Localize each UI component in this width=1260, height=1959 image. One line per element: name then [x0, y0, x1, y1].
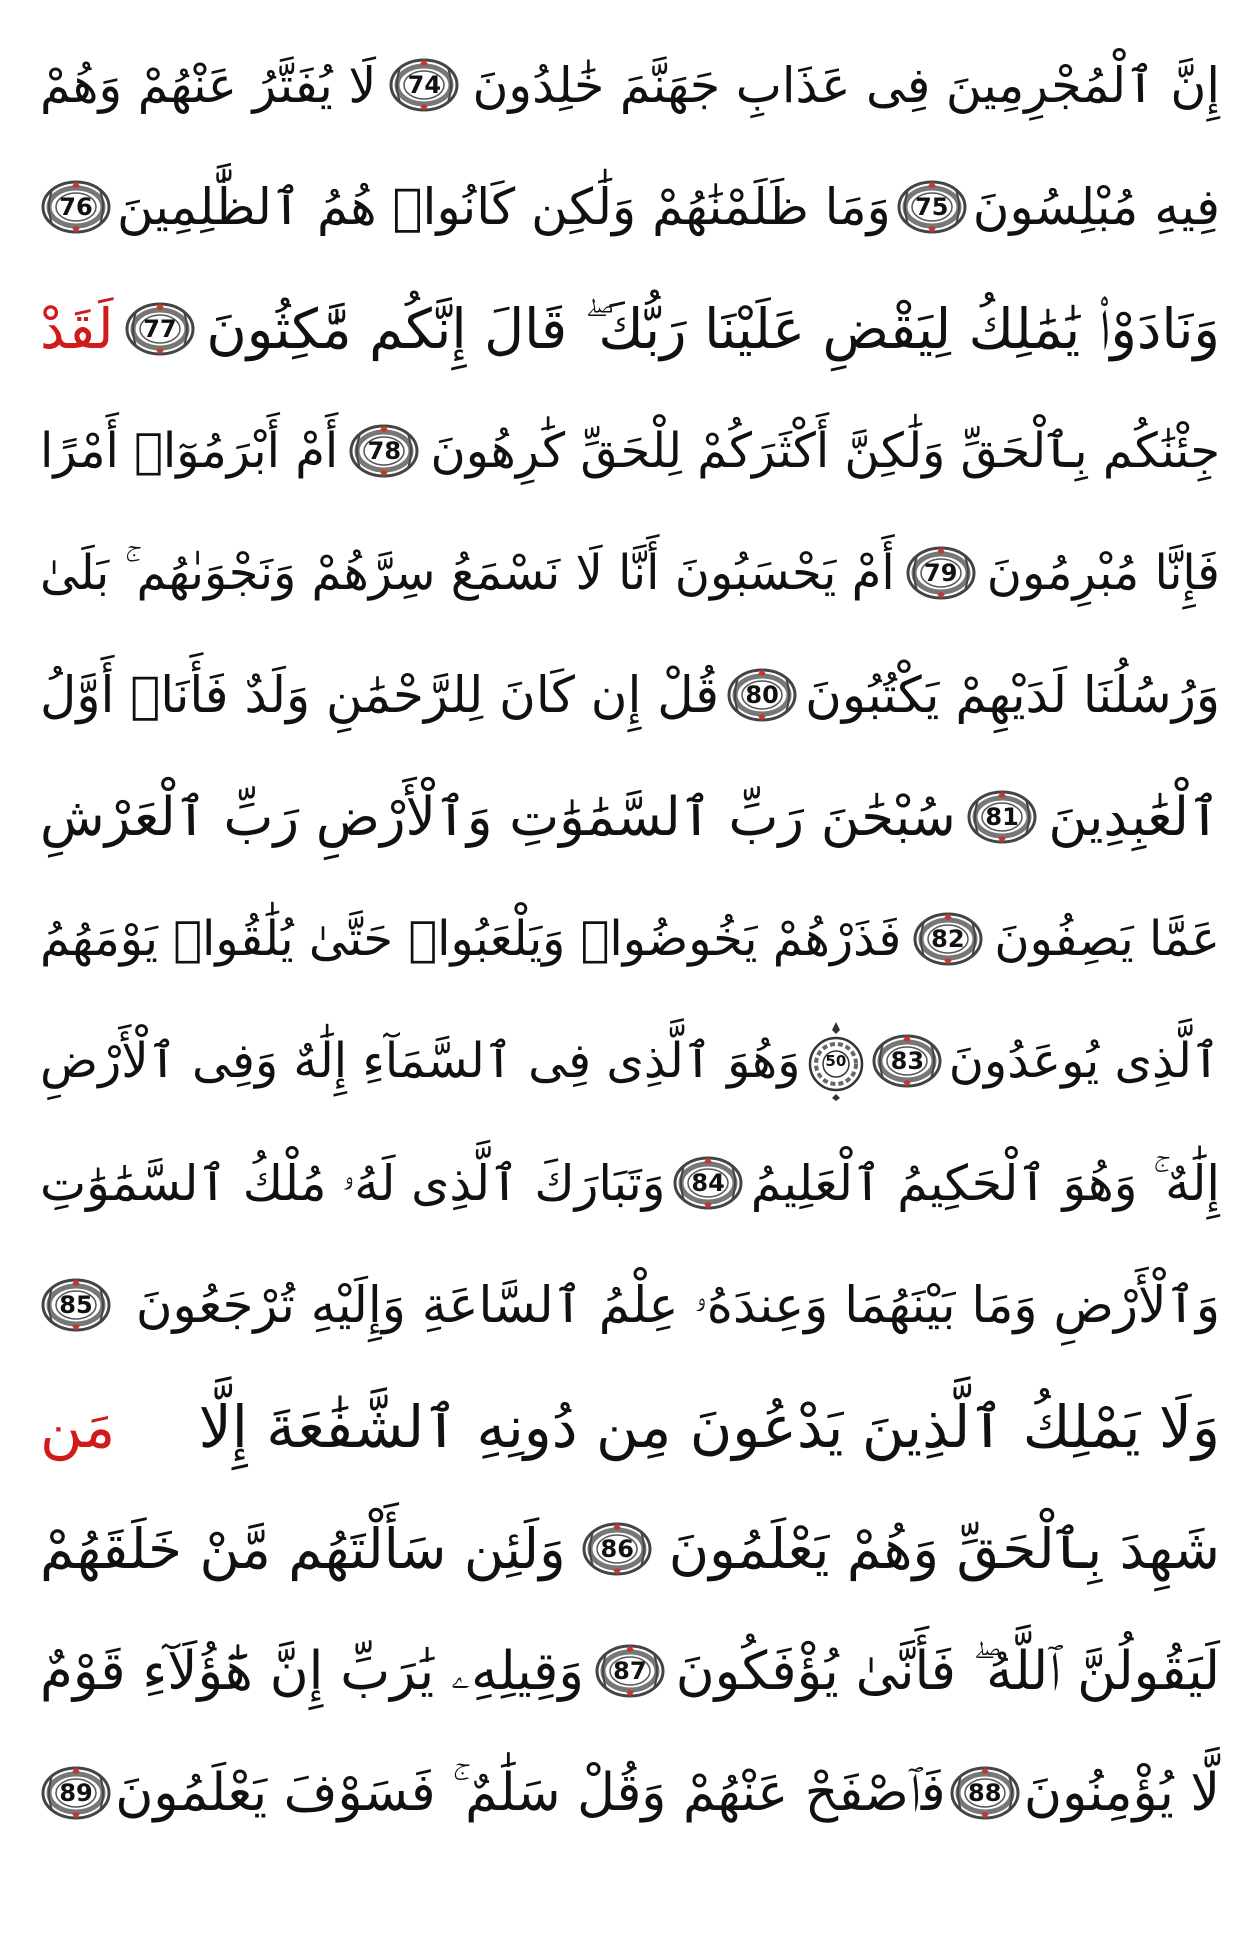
ayah-number: 81 [985, 803, 1019, 831]
hizb-number: 50 [825, 1052, 847, 1070]
ayah-number-marker [40, 1276, 112, 1334]
verse-text: وَقِيلِهِۦ يَٰرَبِّ إِنَّ هَٰٓؤُلَآءِ قَوْمٌ [40, 1640, 584, 1702]
ayah-number: 76 [59, 193, 93, 221]
verse-line [40, 878, 1220, 1000]
ayah-number: 86 [600, 1535, 634, 1563]
verse-line [40, 146, 1220, 268]
verse-line [40, 1000, 1220, 1122]
verse-text: ٱلْعَٰبِدِينَ [1048, 786, 1220, 848]
ayah-number: 85 [59, 1291, 93, 1319]
verse-text: ٱلَّذِى يُوعَدُونَ [948, 1033, 1220, 1089]
ayah-number-marker [871, 1032, 943, 1090]
verse-text: وَٱلْأَرْضِ وَمَا بَيْنَهُمَا وَعِندَهُۥ عِلْمُ ٱلسَّاعَةِ وَإِلَيْهِ تُرْجَعُونَ [135, 1276, 1220, 1334]
verse-text: لَقَدْ [40, 296, 114, 361]
ayah-number-marker [912, 910, 984, 968]
verse-text: فِيهِ مُبْلِسُونَ [972, 178, 1220, 236]
verse-text: وَلَا يَمْلِكُ ٱلَّذِينَ يَدْعُونَ مِن دُونِهِ ٱلشَّفَٰعَةَ إِلَّا [198, 1393, 1220, 1461]
verse-text: لَيَقُولُنَّ ٱللَّهُ ۖ فَأَنَّىٰ يُؤْفَكُونَ [675, 1640, 1220, 1702]
ayah-number: 89 [59, 1779, 93, 1807]
ayah-number-marker [40, 178, 112, 236]
ayah-number: 74 [407, 71, 442, 99]
verse-text: إِنَّ ٱلْمُجْرِمِينَ فِى عَذَابِ جَهَنَّمَ خَٰلِدُونَ [472, 56, 1220, 114]
verse-text: أَمْ يَحْسَبُونَ أَنَّا لَا نَسْمَعُ سِرَّهُمْ وَنَجْوَىٰهُم ۚ بَلَىٰ [40, 545, 895, 601]
verse-text: شَهِدَ بِٱلْحَقِّ وَهُمْ يَعْلَمُونَ [668, 1516, 1220, 1581]
ayah-number: 88 [968, 1779, 1002, 1807]
verse-line [40, 634, 1220, 756]
verse-text: وَهُوَ ٱلَّذِى فِى ٱلسَّمَآءِ إِلَٰهٌ وَفِى ٱلْأَرْضِ [40, 1033, 801, 1089]
verse-text: فَٱصْفَحْ عَنْهُمْ وَقُلْ سَلَٰمٌ ۚ فَسَوْفَ يَعْلَمُونَ [115, 1763, 946, 1823]
hizb-marker-icon [806, 1020, 866, 1102]
ayah-number-marker [966, 788, 1038, 846]
ayah-number-marker [348, 422, 420, 480]
ayah-number: 84 [691, 1169, 725, 1197]
verse-line [40, 1488, 1220, 1610]
ayah-number-marker [581, 1520, 653, 1578]
ayah-number-marker [40, 1764, 112, 1822]
verse-text: وَتَبَارَكَ ٱلَّذِى لَهُۥ مُلْكُ ٱلسَّمَٰوَٰتِ [40, 1154, 666, 1212]
ayah-number: 79 [924, 559, 958, 587]
ayah-number-marker [726, 666, 798, 724]
verse-text: جِئْنَٰكُم بِٱلْحَقِّ وَلَٰكِنَّ أَكْثَرَكُمْ لِلْحَقِّ كَٰرِهُونَ [430, 423, 1220, 479]
verse-line [40, 24, 1220, 146]
verse-line [40, 512, 1220, 634]
verse-line [40, 1366, 1220, 1488]
ayah-number-marker [672, 1154, 744, 1212]
verse-line [40, 1732, 1220, 1854]
ayah-number: 78 [367, 437, 402, 465]
verse-line [40, 268, 1220, 390]
verse-text: سُبْحَٰنَ رَبِّ ٱلسَّمَٰوَٰتِ وَٱلْأَرْضِ رَبِّ ٱلْعَرْشِ [40, 786, 956, 848]
verse-text: مَن [40, 1393, 116, 1461]
ayah-number: 80 [745, 681, 779, 709]
ayah-number: 77 [143, 315, 177, 343]
ayah-number: 87 [613, 1657, 647, 1685]
verse-text: لَّا يُؤْمِنُونَ [1023, 1763, 1220, 1823]
verse-line [40, 1122, 1220, 1244]
verse-line [40, 390, 1220, 512]
ayah-number: 75 [915, 193, 949, 221]
ayah-number-marker [388, 56, 460, 114]
verse-line [40, 1244, 1220, 1366]
verse-text: وَرُسُلُنَا لَدَيْهِمْ يَكْتُبُونَ [805, 666, 1220, 724]
ayah-number-marker [594, 1642, 666, 1700]
verse-text: وَلَئِن سَأَلْتَهُم مَّنْ خَلَقَهُمْ [40, 1516, 566, 1581]
ayah-number: 83 [890, 1047, 925, 1075]
verse-text: وَمَا ظَلَمْنَٰهُمْ وَلَٰكِن كَانُوا۟ هُمُ ٱلظَّٰلِمِينَ [116, 178, 891, 236]
ayah-number-marker [896, 178, 968, 236]
verse-text: أَمْ أَبْرَمُوٓا۟ أَمْرًا [40, 423, 339, 479]
verse-text: إِلَٰهٌ ۚ وَهُوَ ٱلْحَكِيمُ ٱلْعَلِيمُ [750, 1154, 1220, 1212]
verse-text: عَمَّا يَصِفُونَ [994, 911, 1220, 967]
verse-text: لَا يُفَتَّرُ عَنْهُمْ وَهُمْ [40, 56, 377, 114]
verse-text: قُلْ إِن كَانَ لِلرَّحْمَٰنِ وَلَدٌ فَأَنَا۠ أَوَّلُ [40, 666, 720, 724]
verse-text: وَنَادَوْا۟ يَٰمَٰلِكُ لِيَقْضِ عَلَيْنَا رَبُّكَ ۖ قَالَ إِنَّكُم مَّٰكِثُونَ [206, 296, 1220, 361]
verse-line [40, 1610, 1220, 1732]
verse-line [40, 756, 1220, 878]
verse-text: فَإِنَّا مُبْرِمُونَ [986, 545, 1220, 601]
ayah-number-marker [905, 544, 977, 602]
ayah-number-marker [124, 300, 196, 358]
verse-text: فَذَرْهُمْ يَخُوضُوا۟ وَيَلْعَبُوا۟ حَتَّىٰ يُلَٰقُوا۟ يَوْمَهُمُ [40, 911, 902, 967]
ayah-number: 82 [931, 925, 965, 953]
ayah-number-marker [949, 1764, 1021, 1822]
